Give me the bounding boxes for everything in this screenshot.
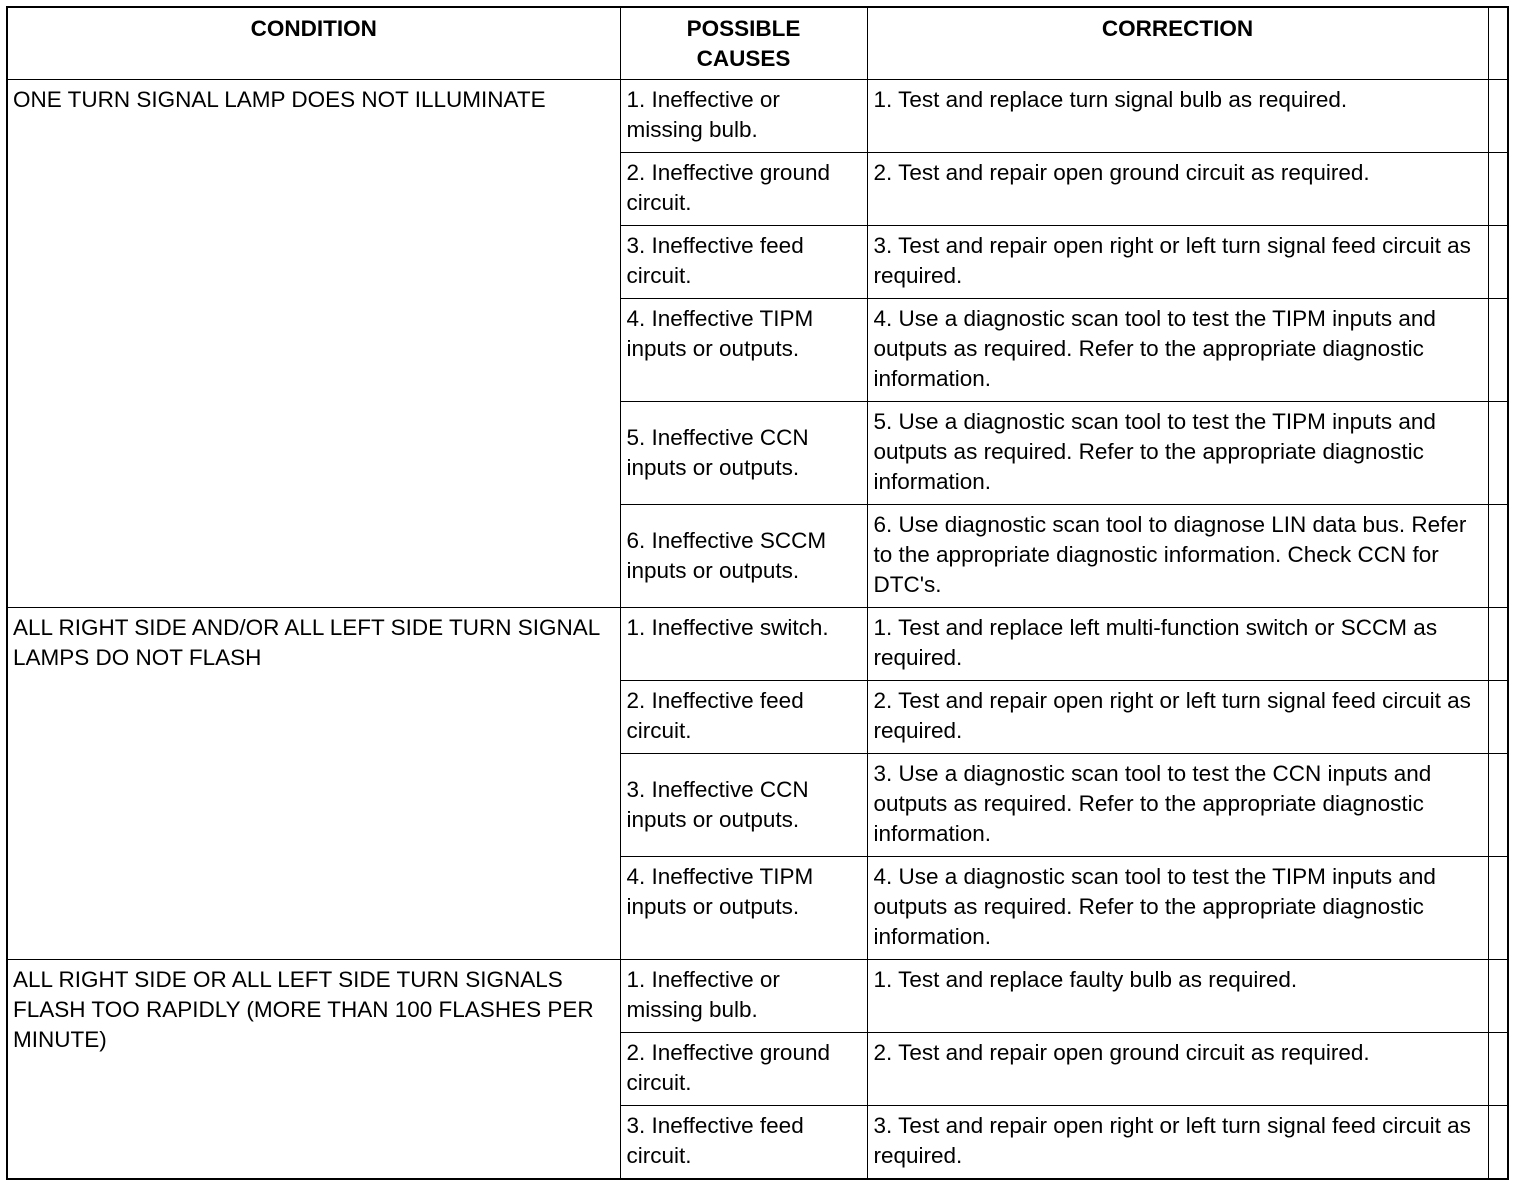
cause-cell: 2. Ineffective ground circuit. <box>620 1033 867 1106</box>
cause-cell: 1. Ineffective or missing bulb. <box>620 80 867 153</box>
cause-cell: 5. Ineffective CCN inputs or outputs. <box>620 402 867 505</box>
spare-cell <box>1488 857 1508 960</box>
cause-cell: 1. Ineffective switch. <box>620 608 867 681</box>
correction-cell: 6. Use diagnostic scan tool to diagnose LIN data bus. Refer to the appropriate diagnostic information. Check CCN for DTC's. <box>867 505 1488 608</box>
condition-cell: ALL RIGHT SIDE AND/OR ALL LEFT SIDE TURN SIGNAL LAMPS DO NOT FLASH <box>7 608 620 960</box>
spare-cell <box>1488 1033 1508 1106</box>
cause-cell: 3. Ineffective feed circuit. <box>620 1106 867 1180</box>
header-condition: CONDITION <box>7 7 620 80</box>
spare-cell <box>1488 226 1508 299</box>
header-possible-causes-line2: CAUSES <box>696 46 791 71</box>
table-row <box>7 80 1508 153</box>
correction-cell: 1. Test and replace turn signal bulb as required. <box>867 80 1488 153</box>
header-row <box>7 7 1508 80</box>
header-spare <box>1488 7 1508 80</box>
cause-cell: 1. Ineffective or missing bulb. <box>620 960 867 1033</box>
correction-cell: 2. Test and repair open ground circuit as required. <box>867 153 1488 226</box>
condition-cell: ALL RIGHT SIDE OR ALL LEFT SIDE TURN SIGNALS FLASH TOO RAPIDLY (MORE THAN 100 FLASHES PER MINUTE) <box>7 960 620 1180</box>
correction-cell: 4. Use a diagnostic scan tool to test the TIPM inputs and outputs as required. Refer to the appropriate diagnostic information. <box>867 299 1488 402</box>
spare-cell <box>1488 608 1508 681</box>
correction-cell: 5. Use a diagnostic scan tool to test the TIPM inputs and outputs as required. Refer to the appropriate diagnostic information. <box>867 402 1488 505</box>
header-possible-causes-line1: POSSIBLE <box>686 16 801 41</box>
cause-cell: 4. Ineffective TIPM inputs or outputs. <box>620 857 867 960</box>
cause-cell: 6. Ineffective SCCM inputs or outputs. <box>620 505 867 608</box>
spare-cell <box>1488 402 1508 505</box>
correction-cell: 3. Use a diagnostic scan tool to test the CCN inputs and outputs as required. Refer to the appropriate diagnostic information. <box>867 754 1488 857</box>
header-possible-causes <box>620 7 867 80</box>
spare-cell <box>1488 299 1508 402</box>
cause-cell: 3. Ineffective CCN inputs or outputs. <box>620 754 867 857</box>
cause-cell: 3. Ineffective feed circuit. <box>620 226 867 299</box>
diagnosis-table <box>6 6 1509 1180</box>
spare-cell <box>1488 1106 1508 1180</box>
spare-cell <box>1488 80 1508 153</box>
table-row <box>7 960 1508 1033</box>
correction-cell: 3. Test and repair open right or left turn signal feed circuit as required. <box>867 226 1488 299</box>
header-correction: CORRECTION <box>867 7 1488 80</box>
cause-cell: 2. Ineffective feed circuit. <box>620 681 867 754</box>
correction-cell: 2. Test and repair open ground circuit as required. <box>867 1033 1488 1106</box>
spare-cell <box>1488 960 1508 1033</box>
correction-cell: 3. Test and repair open right or left turn signal feed circuit as required. <box>867 1106 1488 1180</box>
spare-cell <box>1488 153 1508 226</box>
correction-cell: 2. Test and repair open right or left turn signal feed circuit as required. <box>867 681 1488 754</box>
table-row <box>7 608 1508 681</box>
condition-cell: ONE TURN SIGNAL LAMP DOES NOT ILLUMINATE <box>7 80 620 608</box>
cause-cell: 4. Ineffective TIPM inputs or outputs. <box>620 299 867 402</box>
spare-cell <box>1488 681 1508 754</box>
correction-cell: 4. Use a diagnostic scan tool to test the TIPM inputs and outputs as required. Refer to the appropriate diagnostic information. <box>867 857 1488 960</box>
correction-cell: 1. Test and replace left multi-function switch or SCCM as required. <box>867 608 1488 681</box>
cause-cell: 2. Ineffective ground circuit. <box>620 153 867 226</box>
spare-cell <box>1488 505 1508 608</box>
spare-cell <box>1488 754 1508 857</box>
correction-cell: 1. Test and replace faulty bulb as required. <box>867 960 1488 1033</box>
